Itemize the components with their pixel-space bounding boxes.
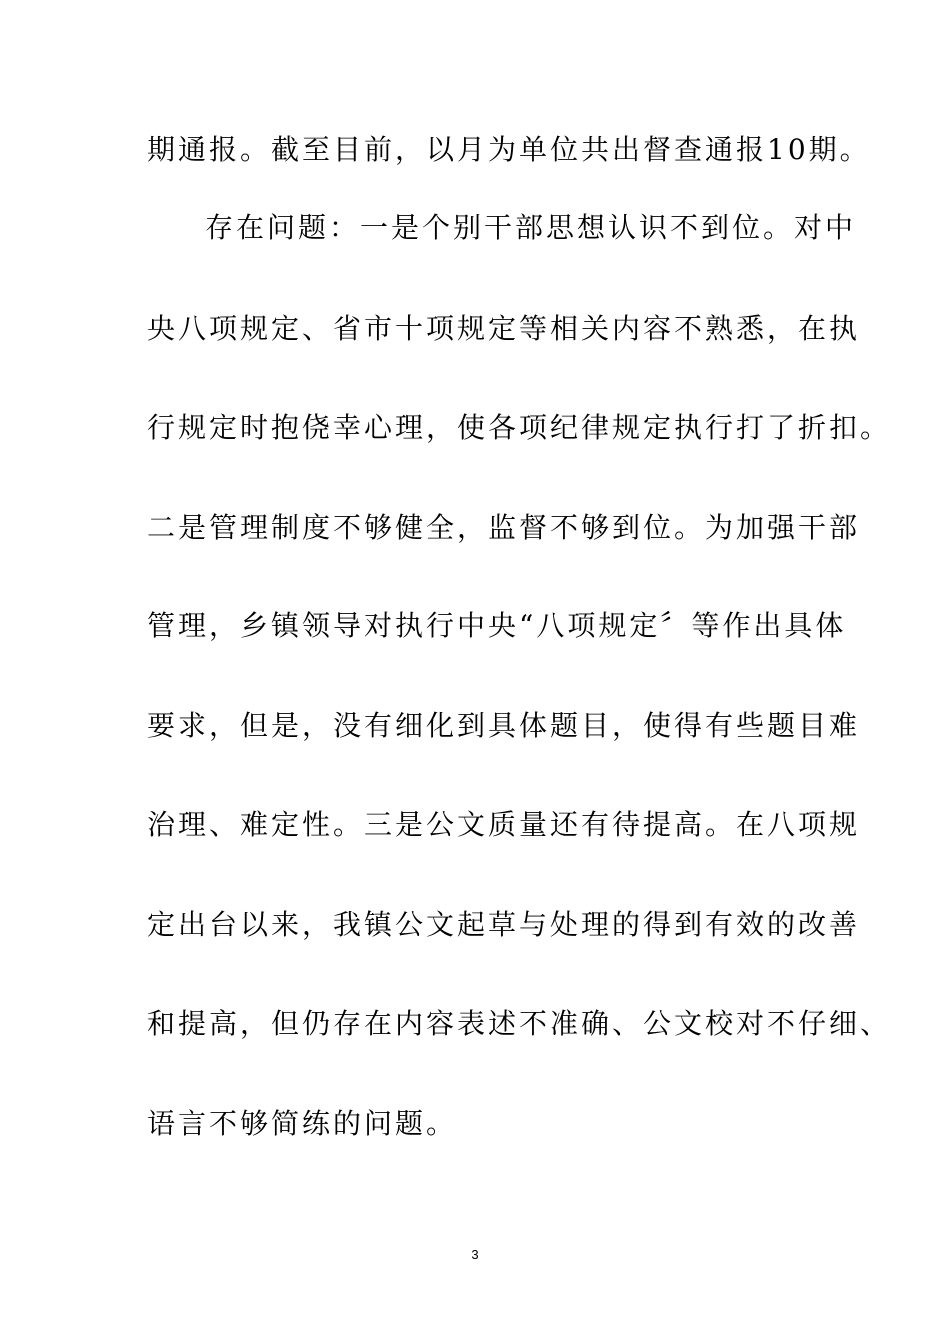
body-text-line: 央八项规定、省市十项规定等相关内容不熟悉，在执	[147, 312, 861, 345]
page-number: 3	[471, 1247, 479, 1262]
body-text-line: 行规定时抱侥幸心理，使各项纪律规定执行打了折扣。	[147, 411, 892, 444]
body-text-line: 要求，但是，没有细化到具体题目，使得有些题目难	[147, 709, 861, 742]
body-text-line: 管理，乡镇领导对执行中央“八项规定〞等作出具体	[147, 609, 847, 642]
body-text-line: 二是管理制度不够健全，监督不够到位。为加强干部	[147, 511, 861, 544]
body-text-line: 语言不够简练的问题。	[147, 1107, 458, 1140]
body-text-line: 定出台以来，我镇公文起草与处理的得到有效的改善	[147, 908, 861, 941]
body-text-line: 和提高，但仍存在内容表述不准确、公文校对不仔细、	[147, 1007, 892, 1040]
body-text-line: 治理、难定性。三是公文质量还有待提高。在八项规	[147, 808, 861, 841]
body-text-line: 期通报。截至目前，以月为单位共出督查通报10期。	[147, 133, 871, 166]
body-text-line: 存在问题：一是个别干部思想认识不到位。对中	[205, 211, 857, 244]
